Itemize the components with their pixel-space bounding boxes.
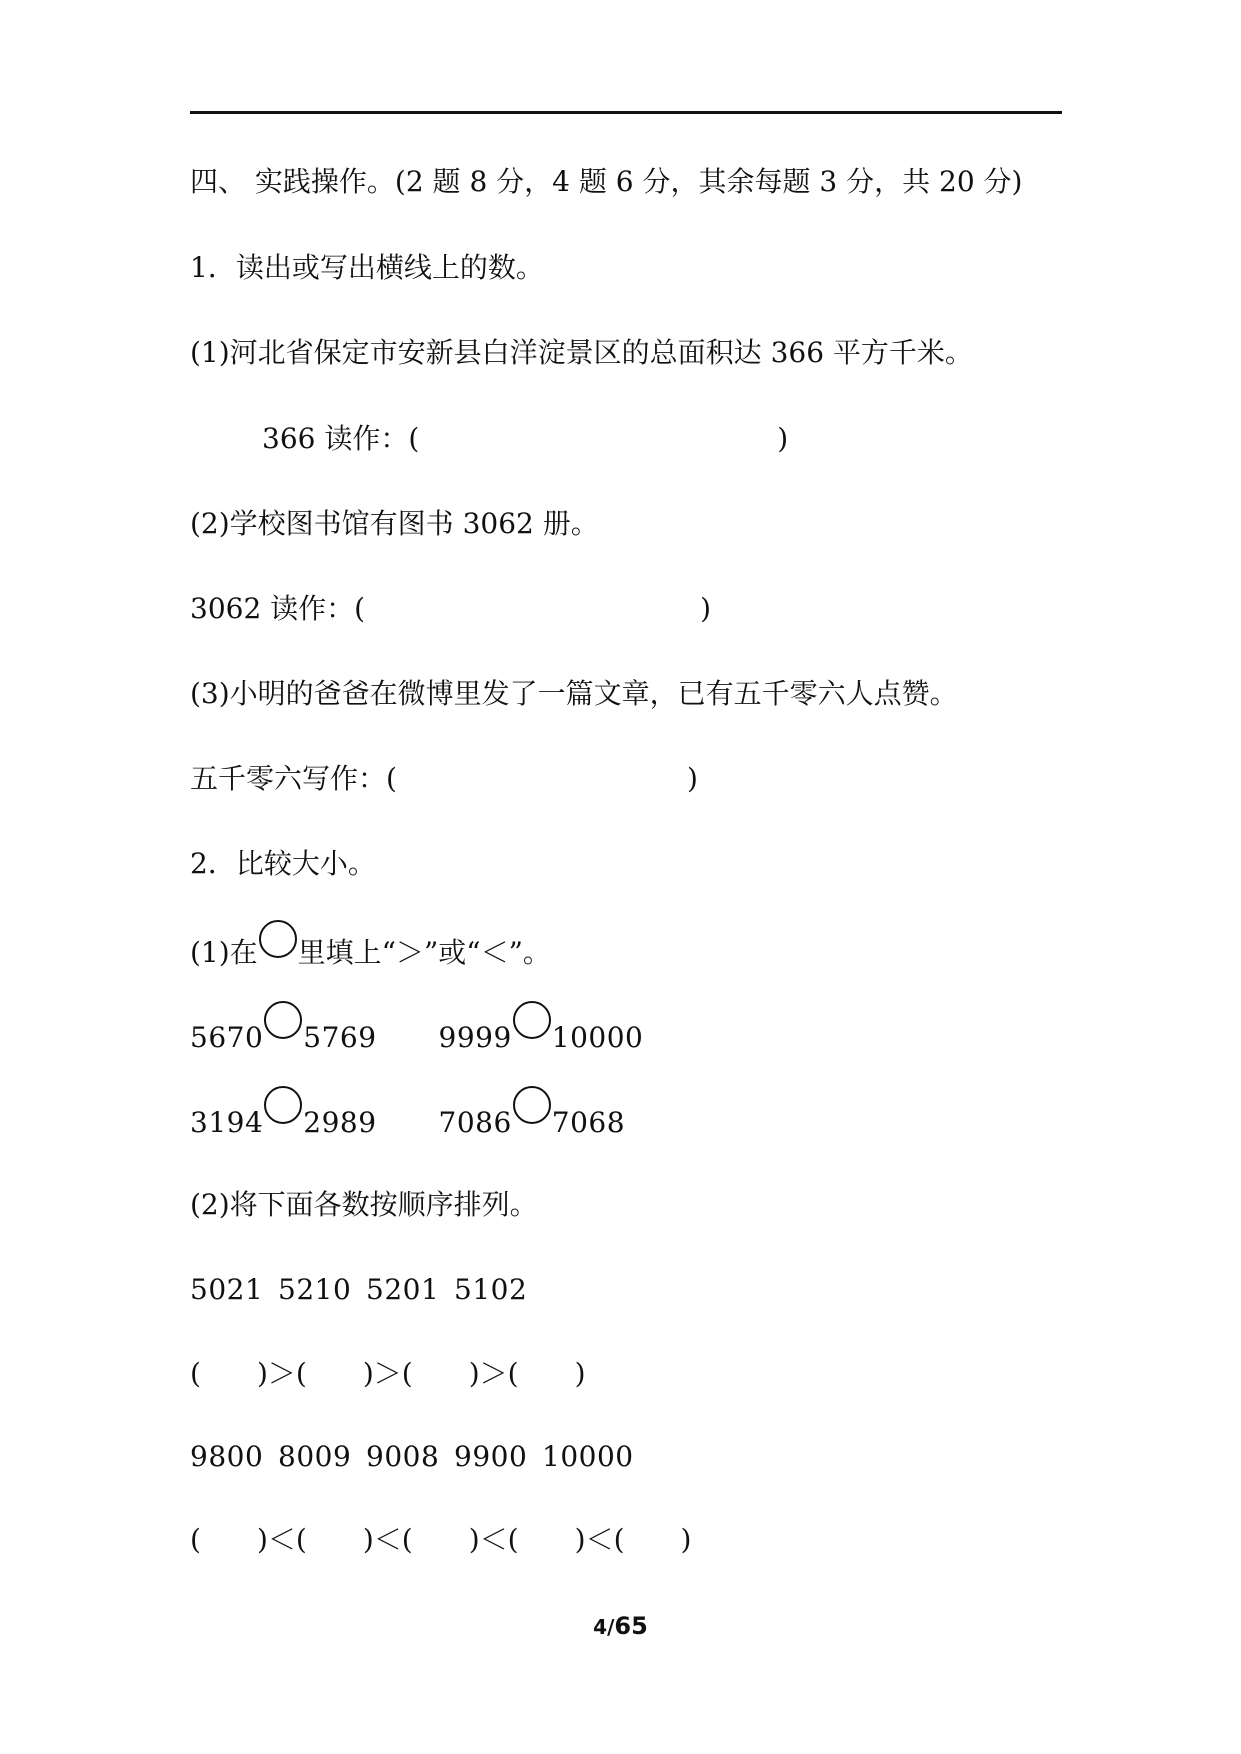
greater-than-sign: ＞ [267,1357,296,1390]
compare-right: 5769 [303,1021,377,1054]
compare-right: 7068 [551,1106,626,1139]
close-paren: ) [468,1523,480,1556]
question-2-part-2-text: (2)将下面各数按顺序排列。 [190,1188,538,1221]
number-item: 5201 [366,1273,440,1306]
compare-left: 5670 [190,1021,264,1054]
number-item: 9800 [190,1440,264,1473]
close-paren: ) [574,1523,586,1556]
greater-than-sign: ＞ [479,1357,508,1390]
number-item: 8009 [278,1440,352,1473]
compare-row-1 [190,1015,643,1055]
section-title: 四、 实践操作。(2 题 8 分，4 题 6 分，其余每题 3 分，共 20 分) [190,165,1023,198]
close-paren: ) [256,1523,268,1556]
number-item: 9900 [454,1440,528,1473]
close-paren: ) [362,1357,374,1390]
less-than-sign: ＜ [373,1523,402,1556]
page-separator: / [607,1615,615,1639]
close-paren: ) [256,1357,268,1390]
open-paren: ( [295,1357,307,1390]
compare-circle-input[interactable] [513,1086,551,1124]
current-page: 4 [593,1615,608,1639]
close-paren: ) [680,1523,692,1556]
compare-circle-input[interactable] [264,1001,302,1039]
close-paren: ) [468,1357,480,1390]
number-set-2 [190,1437,634,1477]
compare-circle-input[interactable] [513,1001,551,1039]
order-answer-row-1 [190,1354,586,1394]
instruction-after: 里填上“＞”或“＜”。 [297,936,551,969]
question-1-part-2-answer [190,589,711,629]
open-paren: ( [613,1523,625,1556]
compare-right: 2989 [303,1106,377,1139]
question-1-part-2-text: (2)学校图书馆有图书 3062 册。 [190,507,599,540]
question-1-part-3-answer [190,759,698,799]
compare-circle-input[interactable] [264,1086,302,1124]
answer-prompt: 366 读作：( [262,422,420,455]
answer-prompt: 五千零六写作：( [190,762,397,795]
question-1-part-1-answer [262,419,788,459]
less-than-sign: ＜ [585,1523,614,1556]
open-paren: ( [401,1357,413,1390]
close-paren: ) [362,1523,374,1556]
close-paren: ) [574,1357,586,1390]
number-item: 5210 [278,1273,352,1306]
compare-left: 3194 [190,1106,264,1139]
question-1-part-3-text: (3)小明的爸爸在微博里发了一篇文章，已有五千零六人点赞。 [190,677,958,710]
question-2-part-1-text [190,930,551,970]
less-than-sign: ＜ [479,1523,508,1556]
open-paren: ( [295,1523,307,1556]
compare-right: 10000 [551,1021,644,1054]
header-rule [190,111,1062,114]
answer-close-paren: ) [700,592,712,625]
total-pages: 65 [614,1612,648,1640]
answer-prompt: 3062 读作：( [190,592,366,625]
question-1-part-1-text: (1)河北省保定市安新县白洋淀景区的总面积达 366 平方千米。 [190,336,973,369]
circle-icon [259,920,297,958]
open-paren: ( [190,1357,201,1390]
open-paren: ( [401,1523,413,1556]
question-1-stem: 1．读出或写出横线上的数。 [190,251,544,284]
open-paren: ( [190,1523,201,1556]
answer-close-paren: ) [686,762,698,795]
question-2-stem: 2．比较大小。 [190,847,376,880]
number-item: 5021 [190,1273,264,1306]
number-set-1 [190,1270,542,1310]
greater-than-sign: ＞ [373,1357,402,1390]
compare-left: 9999 [438,1021,512,1054]
less-than-sign: ＜ [267,1523,296,1556]
instruction-before: (1)在 [190,936,258,969]
order-answer-row-2 [190,1520,691,1560]
open-paren: ( [507,1523,519,1556]
open-paren: ( [507,1357,519,1390]
compare-row-2 [190,1100,625,1140]
number-item: 9008 [366,1440,440,1473]
number-item: 5102 [454,1273,528,1306]
compare-left: 7086 [438,1106,512,1139]
answer-close-paren: ) [777,422,789,455]
page-number [0,1612,1241,1640]
number-item: 10000 [542,1440,634,1473]
